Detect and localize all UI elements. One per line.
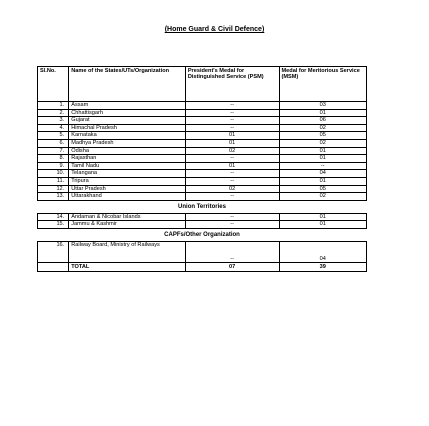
name-cell: Karnataka xyxy=(69,132,186,140)
ut-section xyxy=(38,200,367,213)
table-row xyxy=(38,155,367,163)
sl-cell: 14. xyxy=(38,213,69,221)
psm-cell: 01 xyxy=(185,139,279,147)
sl-cell: 3. xyxy=(38,117,69,125)
psm-cell: -- xyxy=(185,193,279,201)
sl-cell: 4. xyxy=(38,124,69,132)
medal-table-container xyxy=(37,66,367,272)
table-row xyxy=(38,124,367,132)
table-row xyxy=(38,139,367,147)
msm-cell: 02 xyxy=(279,193,367,201)
ut-heading: Union Territories xyxy=(178,203,226,210)
msm-cell: 02 xyxy=(279,124,367,132)
psm-cell: -- xyxy=(185,170,279,178)
name-cell: Tripura xyxy=(69,177,186,185)
total-label: TOTAL xyxy=(69,262,186,271)
page-title: (Home Guard & Civil Defence) xyxy=(164,26,265,33)
psm-cell: -- xyxy=(185,177,279,185)
msm-cell: 01 xyxy=(279,177,367,185)
msm-cell: 04 xyxy=(279,170,367,178)
table-row xyxy=(38,241,367,262)
table-row xyxy=(38,162,367,170)
table-row xyxy=(38,185,367,193)
header-msm: Medal for Meritorious Service (MSM) xyxy=(279,67,367,102)
msm-cell: 05 xyxy=(279,132,367,140)
psm-cell: -- xyxy=(185,213,279,221)
name-cell: Himachal Pradesh xyxy=(69,124,186,132)
total-row xyxy=(38,262,367,271)
name-cell: Odisha xyxy=(69,147,186,155)
msm-cell: 04 xyxy=(279,241,367,262)
table-row xyxy=(38,213,367,221)
table-row xyxy=(38,177,367,185)
sl-cell: 2. xyxy=(38,109,69,117)
states-section xyxy=(38,102,367,201)
msm-cell: 03 xyxy=(279,102,367,110)
name-cell: Uttar Pradesh xyxy=(69,185,186,193)
table-header-row xyxy=(38,67,367,102)
name-cell: Andaman & Nicobar Islands xyxy=(69,213,186,221)
sl-cell: 8. xyxy=(38,155,69,163)
msm-cell: 01 xyxy=(279,109,367,117)
table-row xyxy=(38,132,367,140)
name-cell: Chhattisgarh xyxy=(69,109,186,117)
psm-cell: -- xyxy=(185,109,279,117)
table-row xyxy=(38,147,367,155)
sl-cell: 11. xyxy=(38,177,69,185)
header-psm: President's Medal for Distinguished Service (PSM) xyxy=(185,67,279,102)
ut-rows xyxy=(38,213,367,228)
total-msm: 39 xyxy=(279,262,367,271)
psm-cell: -- xyxy=(185,124,279,132)
sl-cell: 13. xyxy=(38,193,69,201)
name-cell: Uttarakhand xyxy=(69,193,186,201)
table-row xyxy=(38,221,367,229)
msm-cell: 05 xyxy=(279,185,367,193)
medal-table xyxy=(37,66,367,272)
name-cell: Madhya Pradesh xyxy=(69,139,186,147)
total-sl-cell xyxy=(38,262,69,271)
name-cell: Jammu & Kashmir xyxy=(69,221,186,229)
psm-cell: -- xyxy=(185,221,279,229)
name-cell: Railway Board, Ministry of Railways xyxy=(69,241,186,262)
table-row xyxy=(38,117,367,125)
table-row xyxy=(38,102,367,110)
name-cell: Gujarat xyxy=(69,117,186,125)
psm-cell: 02 xyxy=(185,185,279,193)
msm-cell: 01 xyxy=(279,221,367,229)
name-cell: Telangana xyxy=(69,170,186,178)
header-sl-no: Sl.No. xyxy=(38,67,69,102)
sl-cell: 5. xyxy=(38,132,69,140)
sl-cell: 9. xyxy=(38,162,69,170)
psm-cell: -- xyxy=(185,241,279,262)
psm-cell: 01 xyxy=(185,162,279,170)
msm-cell: 06 xyxy=(279,117,367,125)
msm-cell: 01 xyxy=(279,213,367,221)
capf-section xyxy=(38,228,367,241)
msm-cell: 01 xyxy=(279,155,367,163)
psm-cell: 01 xyxy=(185,132,279,140)
header-name: Name of the States/UTs/Organization xyxy=(69,67,186,102)
name-cell: Rajasthan xyxy=(69,155,186,163)
name-cell: Tamil Nadu xyxy=(69,162,186,170)
section-heading-row xyxy=(38,228,367,241)
psm-cell: -- xyxy=(185,117,279,125)
capf-rows xyxy=(38,241,367,262)
msm-cell: -- xyxy=(279,162,367,170)
msm-cell: 02 xyxy=(279,139,367,147)
sl-cell: 1. xyxy=(38,102,69,110)
name-cell: Assam xyxy=(69,102,186,110)
capf-heading: CAPFs/Other Organization xyxy=(164,231,240,238)
sl-cell: 16. xyxy=(38,241,69,262)
sl-cell: 7. xyxy=(38,147,69,155)
psm-cell: -- xyxy=(185,102,279,110)
table-row xyxy=(38,193,367,201)
table-row xyxy=(38,170,367,178)
sl-cell: 12. xyxy=(38,185,69,193)
psm-cell: 02 xyxy=(185,147,279,155)
psm-cell: -- xyxy=(185,155,279,163)
sl-cell: 6. xyxy=(38,139,69,147)
section-heading-row xyxy=(38,200,367,213)
total-psm: 07 xyxy=(185,262,279,271)
sl-cell: 10. xyxy=(38,170,69,178)
msm-cell: 01 xyxy=(279,147,367,155)
sl-cell: 15. xyxy=(38,221,69,229)
table-row xyxy=(38,109,367,117)
